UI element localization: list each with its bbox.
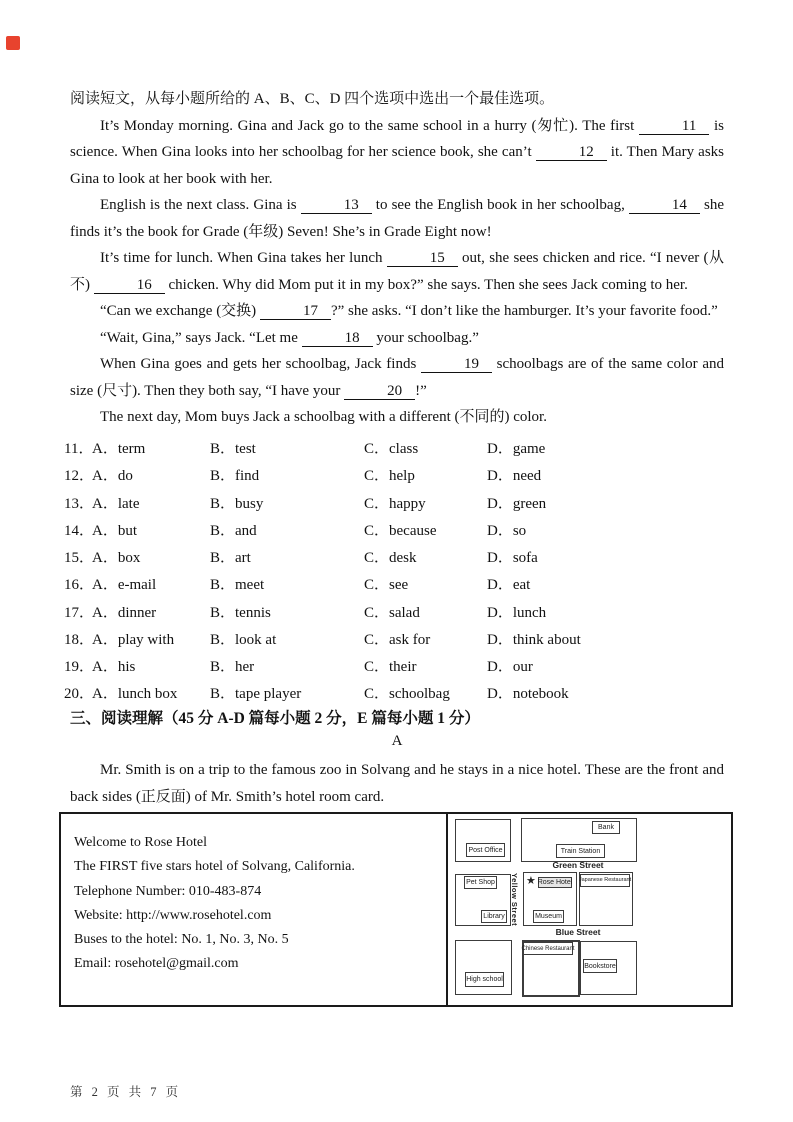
option-choice: B．find: [210, 468, 260, 485]
rose-hotel-star-icon: ★: [526, 875, 536, 887]
map-label-library: Library: [481, 910, 507, 923]
option-choice: A．play with: [92, 631, 175, 648]
option-choice: D．need: [487, 468, 542, 485]
option-choice: D．think about: [487, 631, 581, 648]
option-choice: C．ask for: [364, 631, 431, 648]
option-choice: D．sofa: [487, 550, 538, 566]
card-line: Website: http://www.rosehotel.com: [74, 907, 272, 923]
cloze-paragraph: It’s time for lunch. When Gina takes her lunch 15 out, she sees chicken and rice. “I never (从不) 16 chicken. Why did Mom put it in my box?” she says. Then she sees Jack coming to her.: [70, 250, 724, 293]
option-choice: C．because: [364, 522, 437, 539]
cloze-blank-15: 15: [387, 251, 458, 267]
yellow-street-label: Yellow Street: [510, 873, 519, 927]
intro-paragraph: Mr. Smith is on a trip to the famous zoo in Solvang and he stays in a nice hotel. These are the front and back sides (正反面) of Mr. Smith’s hotel room card.: [70, 762, 724, 805]
option-choice: C．happy: [364, 495, 426, 512]
cloze-blank-13: 13: [301, 198, 372, 214]
option-row: [64, 622, 730, 649]
option-choice: C．their: [364, 659, 417, 675]
option-number: 19．: [64, 659, 95, 675]
option-row: [64, 567, 730, 594]
option-choice: B．her: [210, 659, 255, 675]
cloze-instruction: 阅读短文，从每小题所给的 A、B、C、D 四个选项中选出一个最佳选项。: [70, 91, 555, 107]
map-label-rose-hotel: Rose Hotel: [537, 879, 573, 886]
cloze-blank-18: 18: [302, 331, 373, 347]
option-choice: A．but: [92, 522, 138, 539]
option-choice: C．help: [364, 468, 415, 485]
card-line: Welcome to Rose Hotel: [74, 835, 208, 850]
option-row: [64, 649, 730, 676]
map-label-bookstore: Bookstore: [583, 959, 617, 973]
option-row: [64, 676, 730, 703]
option-choice: D．our: [487, 659, 533, 675]
option-choice: B．look at: [210, 631, 277, 648]
cloze-paragraph: “Can we exchange (交换) 17 ?” she asks. “I don’t like the hamburger. It’s your favorite food.”: [100, 303, 718, 319]
card-line: Telephone Number: 010-483-874: [74, 883, 262, 899]
blue-street-label: Blue Street: [555, 927, 601, 937]
option-number: 14．: [64, 522, 95, 539]
option-number: 11．: [64, 441, 94, 457]
option-choice: C．desk: [364, 550, 417, 566]
option-row: [64, 458, 730, 485]
option-choice: A．term: [92, 441, 146, 457]
hotel-card-map: [61, 814, 731, 1005]
option-choice: C．schoolbag: [364, 686, 450, 703]
map-label-high-school: High school: [465, 972, 504, 987]
option-choice: B．test: [210, 441, 256, 457]
option-choice: D．notebook: [487, 686, 569, 703]
map-label-post-office: Post Office: [466, 843, 505, 857]
reading-section-heading: 三、阅读理解（45 分 A-D 篇每小题 2 分，E 篇每小题 1 分）: [70, 710, 480, 727]
page-footer: 第 2 页 共 7 页: [70, 1085, 182, 1099]
options-table: [64, 431, 730, 704]
option-choice: C．class: [364, 441, 419, 457]
cloze-blank-19: 19: [421, 357, 492, 373]
cloze-paragraph: It’s Monday morning. Gina and Jack go to the same school in a hurry (匆忙). The first 11 is science. When Gina looks into her schoolbag for her science book, she can’t 12 it. Then Mary asks Gina to look at her book with her.: [70, 117, 724, 187]
map-label-museum: Museum: [533, 910, 564, 923]
red-stamp-icon: [6, 36, 20, 50]
option-number: 12．: [64, 468, 95, 485]
map-label-japanese-restaurant: Japanese Restaurant: [580, 874, 630, 887]
card-line: The FIRST five stars hotel of Solvang, California.: [74, 859, 355, 875]
cloze-blank-17: 17: [260, 304, 331, 320]
cloze-blank-20: 20: [344, 384, 415, 400]
card-line: Email: rosehotel@gmail.com: [74, 956, 239, 972]
option-number: 17．: [64, 604, 95, 621]
option-choice: D．green: [487, 495, 547, 512]
map-label-pet-shop: Pet Shop: [464, 876, 497, 889]
option-number: 18．: [64, 631, 95, 648]
option-row: [64, 513, 730, 540]
map-label-bank: Bank: [592, 821, 620, 834]
cloze-paragraph: The next day, Mom buys Jack a schoolbag with a different (不同的) color.: [100, 409, 547, 425]
cloze-blank-16: 16: [94, 278, 165, 294]
option-number: 20．: [64, 686, 95, 703]
option-choice: A．box: [92, 550, 141, 566]
hotel-card: [59, 812, 733, 1007]
cloze-blank-12: 12: [536, 145, 607, 161]
option-choice: C．see: [364, 577, 409, 594]
option-choice: B．busy: [210, 495, 264, 512]
option-choice: B．tennis: [210, 604, 271, 621]
option-choice: A．lunch box: [92, 686, 178, 703]
cloze-paragraph: When Gina goes and gets her schoolbag, Jack finds 19 schoolbags are of the same color and size (尺寸). Then they both say, “I have your 20 !”: [70, 356, 724, 399]
option-row: [64, 486, 730, 513]
cloze-paragraph: English is the next class. Gina is 13 to see the English book in her schoolbag, 14 she finds it’s the book for Grade (年级) Seven! She’s in Grade Eight now!: [70, 197, 725, 240]
card-line: Buses to the hotel: No. 1, No. 3, No. 5: [74, 932, 289, 948]
option-number: 13．: [64, 495, 95, 512]
option-choice: A．e-mail: [92, 577, 157, 594]
option-row: [64, 595, 730, 622]
option-number: 15．: [64, 550, 95, 566]
option-choice: A．do: [92, 468, 133, 485]
green-street-label: Green Street: [552, 860, 604, 870]
option-choice: D．game: [487, 441, 546, 457]
option-row: [64, 540, 730, 567]
option-choice: D．so: [487, 522, 527, 539]
option-choice: B．meet: [210, 577, 265, 594]
option-choice: B．and: [210, 522, 257, 539]
option-choice: D．eat: [487, 577, 531, 594]
option-choice: A．his: [92, 659, 136, 675]
cloze-paragraphs: [70, 113, 724, 431]
passage-label: A: [391, 733, 403, 749]
option-choice: A．dinner: [92, 604, 157, 621]
cloze-section: [70, 86, 724, 431]
map-label-chinese-restaurant: Chinese Restaurant: [523, 942, 573, 955]
option-row: [64, 431, 730, 458]
option-choice: B．tape player: [210, 686, 302, 703]
map-label-train-station: Train Station: [556, 844, 605, 858]
option-choice: B．art: [210, 550, 251, 566]
cloze-blank-11: 11: [639, 119, 709, 135]
cloze-paragraph: “Wait, Gina,” says Jack. “Let me 18 your schoolbag.”: [100, 329, 479, 346]
option-choice: D．lunch: [487, 604, 547, 621]
option-choice: C．salad: [364, 604, 420, 621]
option-choice: A．late: [92, 495, 140, 512]
cloze-blank-14: 14: [629, 198, 700, 214]
option-number: 16．: [64, 577, 95, 594]
